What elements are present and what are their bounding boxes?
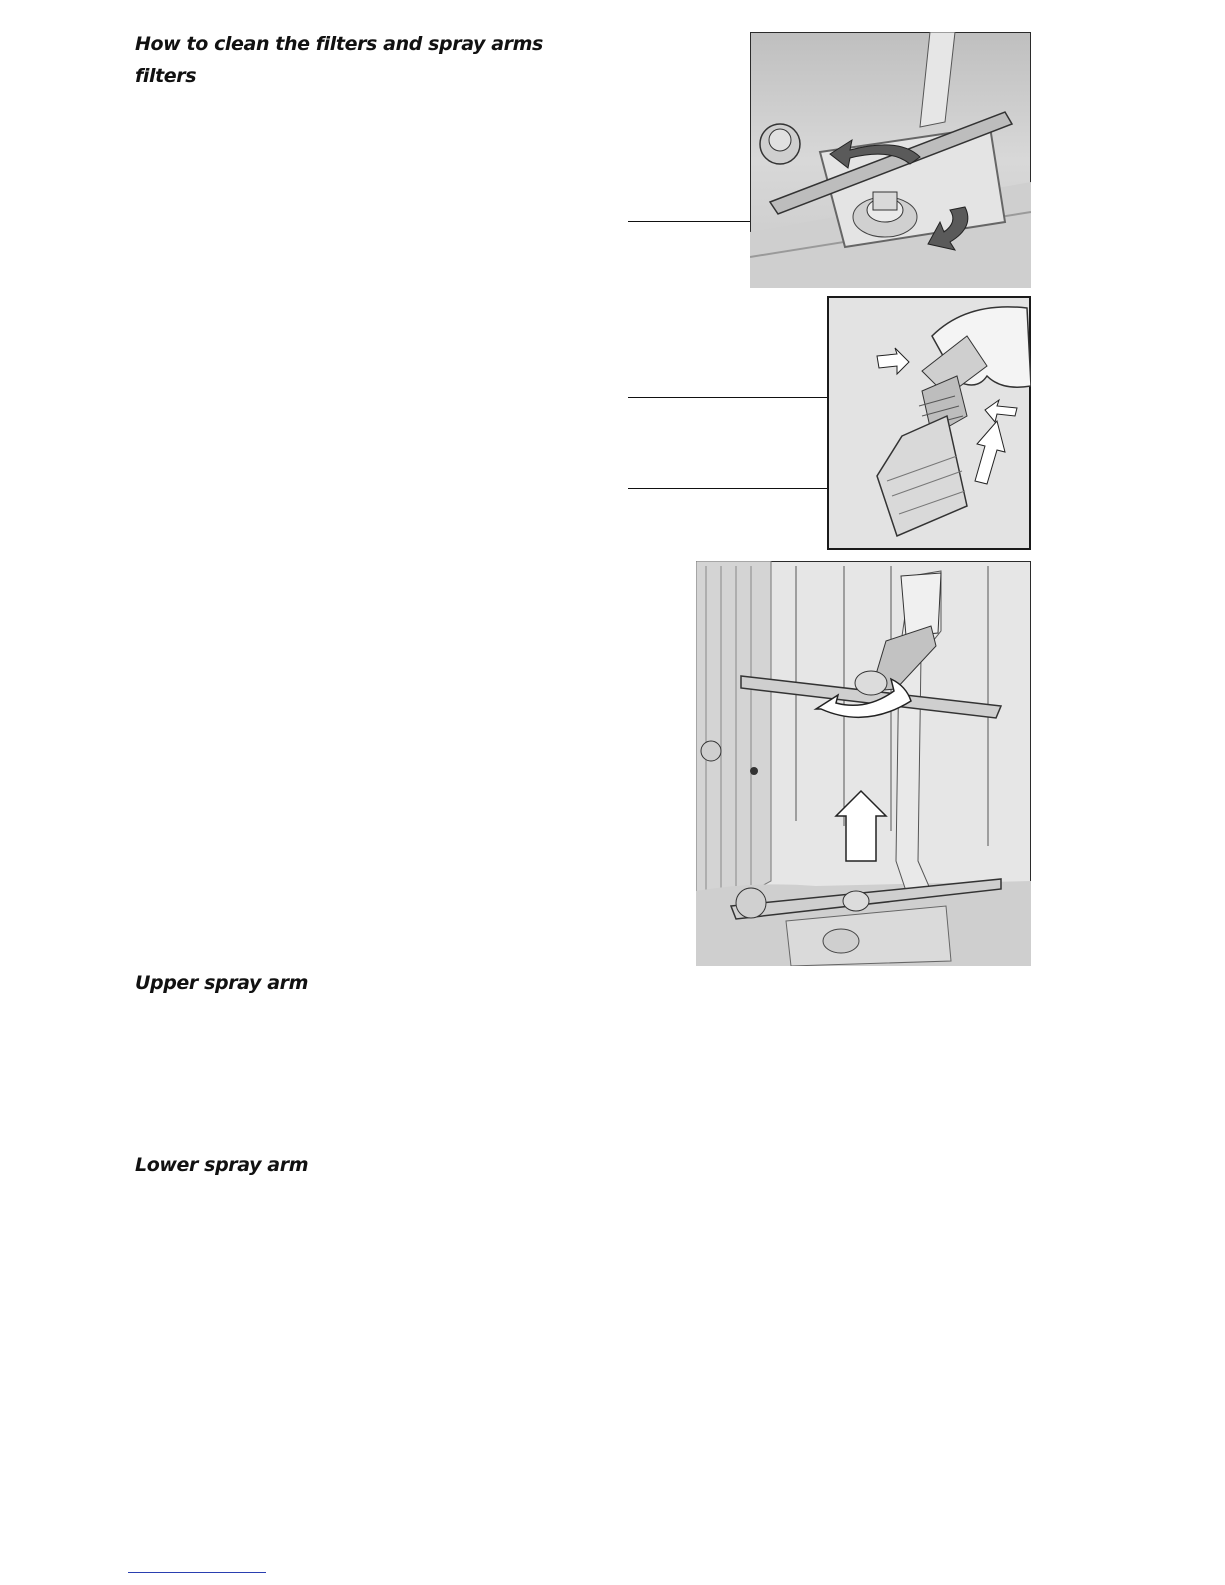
footer-rule [128, 1572, 266, 1573]
filter-separation-illustration [827, 296, 1031, 550]
upper-spray-arm-heading: Upper spray arm [135, 972, 309, 994]
filter-removal-illustration [750, 32, 1031, 288]
lower-spray-arm-heading: Lower spray arm [135, 1154, 309, 1176]
upper-spray-arm-illustration [696, 561, 1031, 966]
section-title: How to clean the filters and spray arms [135, 33, 543, 55]
filters-subheading: filters [135, 65, 197, 87]
